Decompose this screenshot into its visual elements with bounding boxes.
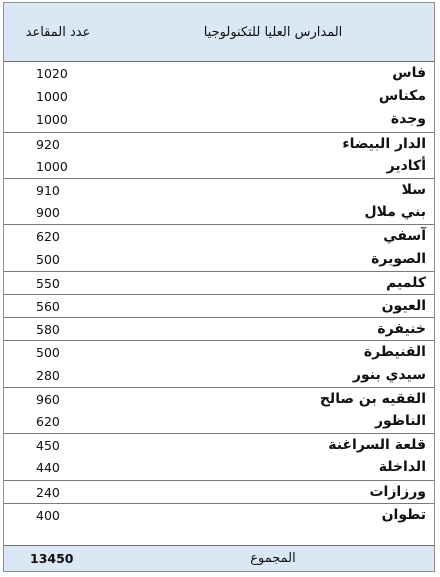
school-cell: بني ملال xyxy=(364,204,426,221)
school-cell: الداخلة xyxy=(378,459,426,476)
school-cell: آسفي xyxy=(383,228,426,245)
school-cell: فاس xyxy=(392,65,426,81)
school-cell: سيدي بنور xyxy=(352,366,426,383)
seats-cell: 910 xyxy=(36,183,60,198)
total-label: المجموع xyxy=(250,551,296,566)
table-row xyxy=(4,294,434,317)
seats-cell: 1020 xyxy=(36,66,68,81)
table-row xyxy=(4,132,434,155)
table-header xyxy=(4,3,434,62)
school-cell: أكادير xyxy=(386,157,426,174)
seats-cell: 960 xyxy=(36,391,60,407)
seats-cell: 1000 xyxy=(36,158,68,174)
table-row xyxy=(4,85,434,108)
seats-cell: 560 xyxy=(36,299,60,314)
school-cell: تطوان xyxy=(381,506,426,523)
table-row xyxy=(4,317,434,340)
header-school: المدارس العليا للتكنولوجيا xyxy=(203,24,343,40)
seats-cell: 280 xyxy=(36,367,60,383)
table-row xyxy=(4,178,434,201)
seats-cell: 450 xyxy=(36,438,60,454)
total-value: 13450 xyxy=(30,551,74,566)
seats-cell: 550 xyxy=(36,275,60,291)
schools-seats-table xyxy=(3,2,435,572)
seats-cell: 500 xyxy=(36,345,60,361)
school-cell: مكناس xyxy=(378,88,426,105)
school-cell: خنيفرة xyxy=(377,321,426,338)
table-row xyxy=(4,271,434,294)
seats-cell: 580 xyxy=(36,322,60,338)
seats-cell: 620 xyxy=(36,414,60,429)
table-row xyxy=(4,201,434,224)
table-row xyxy=(4,248,434,271)
table-row xyxy=(4,340,434,363)
school-cell: الصويرة xyxy=(371,250,426,267)
seats-cell: 620 xyxy=(36,229,60,245)
seats-cell: 440 xyxy=(36,460,60,476)
seats-cell: 500 xyxy=(36,251,60,267)
school-cell: القنيطرة xyxy=(363,344,426,361)
school-cell: قلعة السراغنة xyxy=(328,437,426,454)
table-row xyxy=(4,433,434,456)
school-cell: العيون xyxy=(381,298,426,314)
table-row xyxy=(4,224,434,247)
header-seats: عدد المقاعد xyxy=(25,24,91,40)
table-row xyxy=(4,480,434,503)
table-row xyxy=(4,410,434,433)
school-cell: سلا xyxy=(401,182,426,198)
school-cell: ورزازات xyxy=(369,483,426,500)
table-row xyxy=(4,155,434,178)
table-row xyxy=(4,108,434,131)
seats-cell: 900 xyxy=(36,205,60,221)
school-cell: الدار البيضاء xyxy=(342,135,426,152)
table-row xyxy=(4,62,434,85)
table-row xyxy=(4,387,434,410)
seats-cell: 920 xyxy=(36,136,60,152)
seats-cell: 240 xyxy=(36,484,60,500)
school-cell: وجدة xyxy=(390,111,426,128)
school-cell: الناظور xyxy=(374,413,426,429)
school-cell: الفقيه بن صالح xyxy=(319,390,426,407)
total-row xyxy=(4,545,434,571)
school-cell: كلميم xyxy=(386,274,426,291)
table-row xyxy=(4,364,434,387)
seats-cell: 1000 xyxy=(36,89,68,105)
seats-cell: 400 xyxy=(36,507,60,523)
table-row xyxy=(4,503,434,526)
table-row xyxy=(4,456,434,479)
seats-cell: 1000 xyxy=(36,112,68,128)
